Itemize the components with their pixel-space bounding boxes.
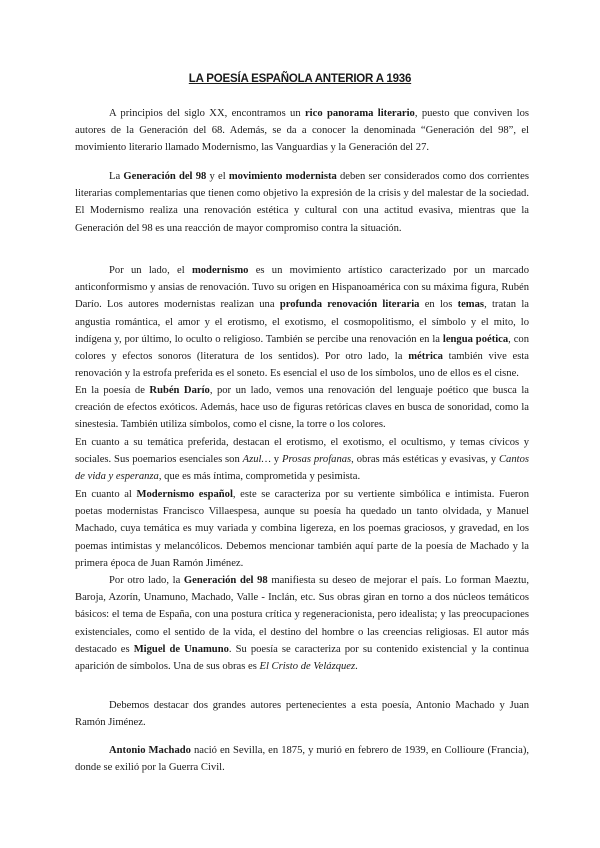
paragraph-intro: A principios del siglo XX, encontramos un rico panorama literario, puesto que conviven los autores de la Generación del 68. Además, se da a conocer la denominada “Generación del 98”, el movimiento literario llamado Modernismo, las Vanguardias y la Generación del 27.: [75, 108, 529, 154]
paragraph-tematica: En cuanto a su temática preferida, destacan el erotismo, el exotismo, el ocultismo, y temas cívicos y sociales. Sus poemarios esenciales son Azul… y Prosas profanas, obras más estéticas y evasivas, y Cantos de vida y esperanza, que es más íntima, comprometida y pesimista.: [75, 437, 529, 483]
paragraph-ruben-dario: En la poesía de Rubén Darío, por un lado, vemos una renovación del lenguaje poético que busca la creación de efectos exóticos. Además, hace uso de figuras retóricas claves en busca de sonoridad, como la sinestesia. También utiliza símbolos, como el cisne, la torre o los colores.: [75, 385, 529, 431]
paragraph-generacion-98: Por otro lado, la Generación del 98 manifiesta su deseo de mejorar el país. Lo forman Maeztu, Baroja, Azorín, Unamuno, Machado, Valle - Inclán, etc. Sus obras giran en torno a dos núcleos temáticos básicos: el tema de España, con una postura crítica y regeneracionista, pero idealista; y las preocupaciones existenciales, como el sentido de la vida, el destino del hombre o las creencias religiosas. El autor más destacado es Miguel de Unamuno. Su poesía se caracteriza por su contenido existencial y la continua aparición de símbolos. Una de sus obras es El Cristo de Velázquez.: [75, 575, 529, 673]
paragraph-modernismo: Por un lado, el modernismo es un movimiento artístico caracterizado por un marcado anticonformismo y ansias de renovación. Tuvo su origen en Hispanoamérica con su máxima figura, Rubén Darío. Los autores modernistas realizan una profunda renovación literaria en los temas, tratan la angustia romántica, el amor y el erotismo, el exotismo, el cosmopolitismo, el símbolo y el mito, lo indígena y, por último, lo oculto o religioso. También se percibe una renovación en la lengua poética, con colores y efectos sonoros (literatura de los sentidos). Por otro lado, la métrica también vive esta renovación y la estrofa preferida es el soneto. Es esencial el uso de los símbolos, uno de ellos es el cisne.: [75, 265, 529, 380]
page-title: LA POESÍA ESPAÑOLA ANTERIOR A 1936: [188, 73, 412, 85]
paragraph-grandes-autores: Debemos destacar dos grandes autores pertenecientes a esta poesía, Antonio Machado y Juan Ramón Jiménez.: [75, 700, 529, 729]
paragraph-modernismo-espanol: En cuanto al Modernismo español, este se caracteriza por su vertiente simbólica e intimista. Fueron poetas modernistas Francisco Villaespesa, aunque su poesía ha quedado un tanto olvidada, y Manuel Machado, cuya temática es muy variada y combina ligereza, en los poemas graciosos, y gravedad, en los poemas intimistas y melancólicos. Debemos mencionar también aquí parte de la poesía de Machado y la primera época de Juan Ramón Jiménez.: [75, 489, 530, 569]
paragraph-antonio-machado: Antonio Machado nació en Sevilla, en 1875, y murió en febrero de 1939, en Collioure (Francia), donde se exilió por la Guerra Civil.: [75, 745, 529, 774]
paragraph-generations: La Generación del 98 y el movimiento modernista deben ser considerados como dos corrientes literarias complementarias que tienen como objetivo la expresión de la crisis y del malestar de la sociedad. El Modernismo realiza una renovación estética y cultural con una actitud evasiva, mientras que la Generación del 98 es una reacción de mayor compromiso contra la situación.: [75, 171, 529, 234]
